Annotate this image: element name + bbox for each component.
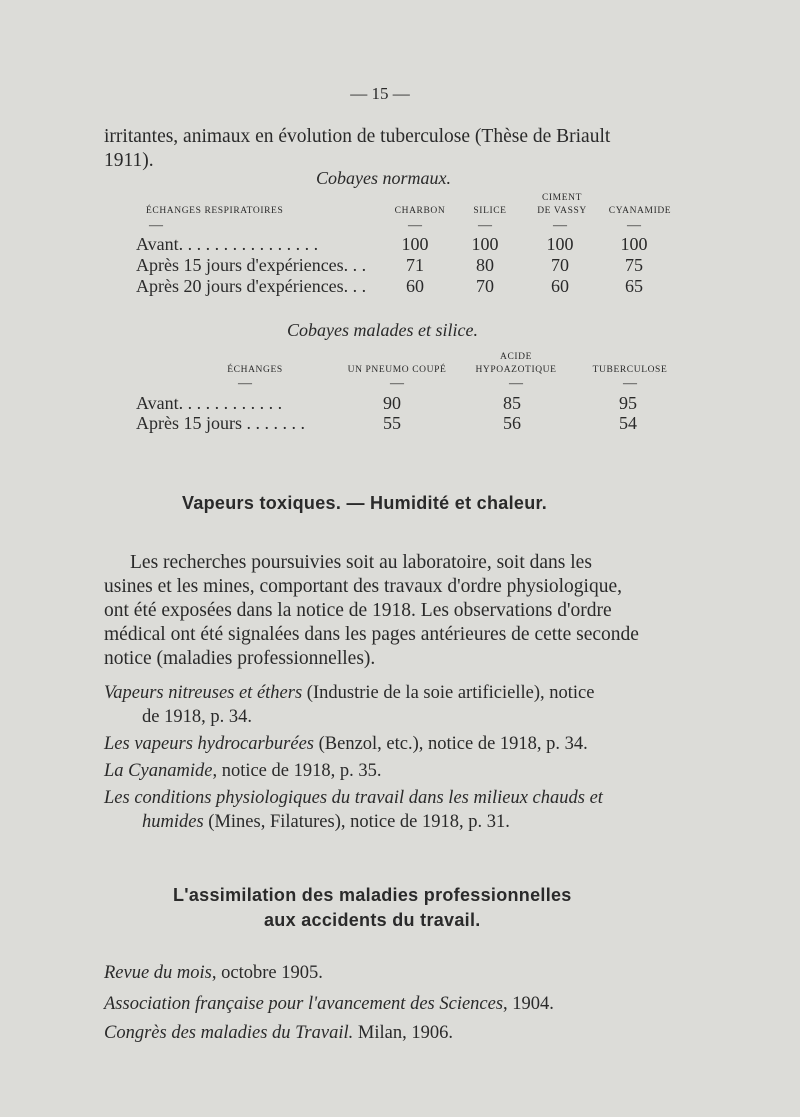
table2-row-label: Après 15 jours . . . . . . . — [136, 413, 305, 433]
reference-entry: Les vapeurs hydrocarburées (Benzol, etc.), notice de 1918, p. 34. — [104, 734, 588, 754]
table1-caption: Cobayes normaux. — [316, 168, 451, 188]
table1-cell: 75 — [625, 255, 643, 275]
table2-caption: Cobayes malades et silice. — [287, 320, 478, 340]
reference-entry: de 1918, p. 34. — [142, 707, 252, 727]
reference-entry: humides (Mines, Filatures), notice de 1918, p. 31. — [142, 812, 510, 832]
table1-header-ciment-line1: CIMENT — [541, 193, 582, 203]
table1-dash: — — [149, 218, 163, 233]
table1-row-label: Avant. . . . . . . . . . . . . . . . — [136, 234, 319, 254]
page-number: — 15 — — [350, 84, 410, 103]
table2-cell: 55 — [383, 413, 401, 433]
table1-header-cyanamide: CYANAMIDE — [608, 206, 672, 216]
table1-cell: 80 — [476, 255, 494, 275]
table1-header-label: ÉCHANGES RESPIRATOIRES — [146, 206, 284, 216]
table1-cell: 70 — [476, 276, 494, 296]
table1-cell: 60 — [551, 276, 569, 296]
table1-header-silice: SILICE — [473, 206, 507, 216]
reference-entry: Revue du mois, octobre 1905. — [104, 963, 323, 983]
table2-dash: — — [623, 376, 637, 391]
table1-cell: 100 — [471, 234, 499, 254]
table1-cell: 60 — [406, 276, 424, 296]
table2-cell: 95 — [619, 393, 637, 413]
table2-dash: — — [238, 376, 252, 391]
table1-cell: 100 — [401, 234, 429, 254]
reference-entry: Vapeurs nitreuses et éthers (Industrie de la soie artificielle), notice — [104, 683, 595, 703]
table2-header-acide-line1: ACIDE — [499, 352, 533, 362]
table2-cell: 54 — [619, 413, 637, 433]
table2-dash: — — [509, 376, 523, 391]
table1-header-ciment-line2: DE VASSY — [537, 206, 587, 216]
section-heading-assimilation: L'assimilation des maladies professionnelles — [173, 885, 572, 905]
table2-row-label: Avant. . . . . . . . . . . . — [136, 393, 283, 413]
table1-cell: 65 — [625, 276, 643, 296]
reference-entry: Congrès des maladies du Travail. Milan, 1906. — [104, 1023, 453, 1043]
table1-dash: — — [478, 218, 492, 233]
intro-line-2: 1911). — [104, 150, 154, 171]
table2-dash: — — [390, 376, 404, 391]
table1-dash: — — [627, 218, 641, 233]
reference-entry: Les conditions physiologiques du travail dans les milieux chauds et — [104, 788, 603, 808]
table2-header-pneumo: UN PNEUMO COUPÉ — [347, 365, 447, 375]
table1-dash: — — [408, 218, 422, 233]
paragraph-line: ont été exposées dans la notice de 1918. Les observations d'ordre — [104, 600, 612, 621]
table1-row-label: Après 15 jours d'expériences. . . — [136, 255, 367, 275]
reference-entry: Association française pour l'avancement des Sciences, 1904. — [104, 994, 554, 1014]
table1-cell: 71 — [406, 255, 424, 275]
paragraph-line: Les recherches poursuivies soit au laboratoire, soit dans les — [130, 552, 592, 573]
section-heading-assimilation-line2: aux accidents du travail. — [264, 910, 481, 930]
table2-header-acide-line2: HYPOAZOTIQUE — [475, 365, 557, 375]
paragraph-line: usines et les mines, comportant des travaux d'ordre physiologique, — [104, 576, 622, 597]
table2-cell: 56 — [503, 413, 521, 433]
table2-header-tuberculose: TUBERCULOSE — [592, 365, 668, 375]
table1-cell: 100 — [546, 234, 574, 254]
section-heading-vapeurs: Vapeurs toxiques. — Humidité et chaleur. — [182, 493, 548, 513]
reference-entry: La Cyanamide, notice de 1918, p. 35. — [104, 761, 382, 781]
table1-header-charbon: CHARBON — [394, 206, 446, 216]
table1-dash: — — [553, 218, 567, 233]
paragraph-line: notice (maladies professionnelles). — [104, 648, 376, 669]
table1-cell: 70 — [551, 255, 569, 275]
table2-cell: 85 — [503, 393, 521, 413]
intro-line-1: irritantes, animaux en évolution de tuberculose (Thèse de Briault — [104, 126, 611, 147]
table1-cell: 100 — [620, 234, 648, 254]
table2-cell: 90 — [383, 393, 401, 413]
table2-header-label: ÉCHANGES — [227, 365, 283, 375]
paragraph-line: médical ont été signalées dans les pages antérieures de cette seconde — [104, 624, 639, 645]
table1-row-label: Après 20 jours d'expériences. . . — [136, 276, 367, 296]
